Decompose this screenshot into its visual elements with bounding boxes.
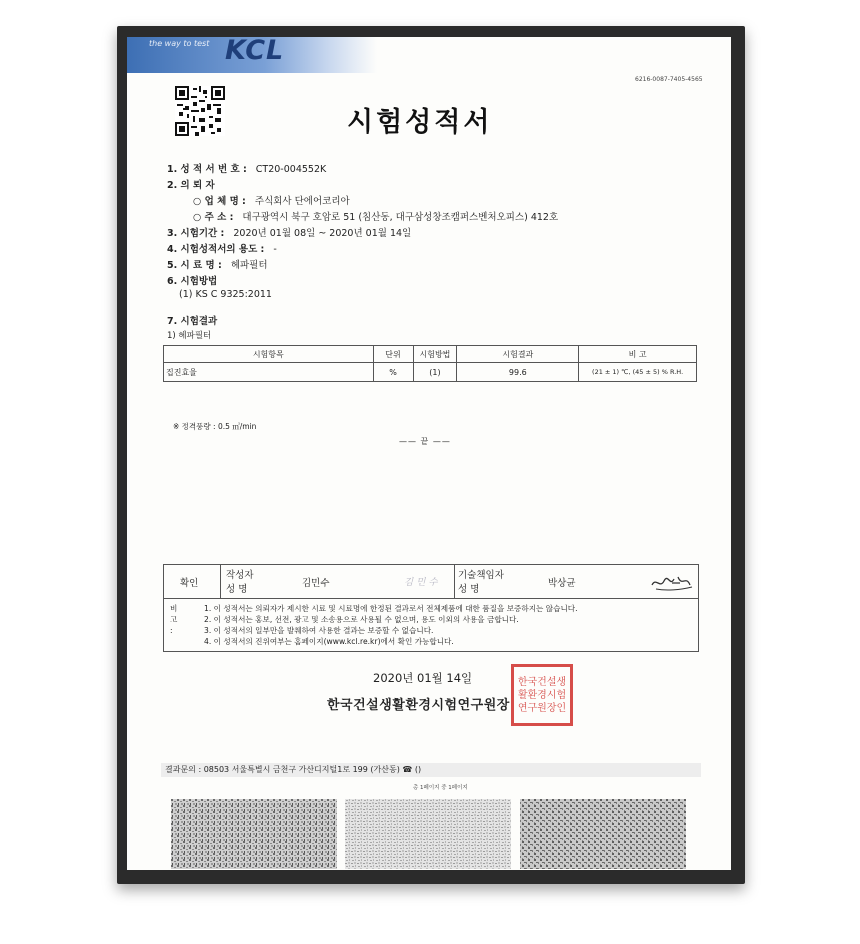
table-header: 시험방법	[413, 346, 457, 363]
table-cell: 99.6	[457, 363, 579, 382]
issue-date: 2020년 01월 14일	[373, 671, 473, 685]
document-frame	[117, 26, 745, 884]
table-row	[164, 363, 697, 382]
test-period-label: 3. 시험기간 :	[167, 228, 225, 239]
security-pattern	[345, 799, 511, 869]
tech-manager-name: 박상균	[548, 578, 576, 589]
company-label: ○ 업 체 명 :	[193, 196, 246, 207]
table-header: 비 고	[579, 346, 697, 363]
client-heading: 2. 의 뢰 자	[167, 180, 215, 191]
remarks-label: 비고 :	[170, 604, 178, 635]
table-cell: 집진효율	[164, 363, 374, 382]
tech-manager-role: 기술책임자	[458, 570, 504, 581]
signature-block	[163, 564, 699, 652]
purpose-row	[167, 241, 277, 255]
sample-label: 5. 시 료 명 :	[167, 260, 222, 271]
method-value: (1) KS C 9325:2011	[179, 289, 272, 300]
official-seal: 한국건설생활환경시험연구원장인	[511, 664, 573, 726]
kcl-header-band	[127, 37, 377, 73]
certificate-page	[127, 37, 731, 870]
address-label: ○ 주 소 :	[193, 212, 234, 223]
author-signature: 김 민 수	[404, 577, 438, 588]
remark-item: 1. 이 성적서는 의뢰자가 제시한 시료 및 시료명에 한정된 결과로서 전체제품에 대한 품질을 보증하지는 않습니다.	[204, 604, 578, 613]
document-number: 6216-0087-7405-4565	[635, 76, 703, 83]
kcl-logo: KCL	[225, 37, 285, 66]
security-pattern	[171, 799, 337, 869]
report-number-row	[167, 161, 326, 175]
issuing-organization: 한국건설생활환경시험연구원장	[327, 698, 510, 713]
table-header: 단위	[373, 346, 413, 363]
address-value: 대구광역시 북구 호암로 51 (침산동, 대구삼성창조캠퍼스벤처오피스) 412호	[242, 212, 559, 223]
author-name-label: 성 명	[226, 584, 248, 595]
author-name: 김민수	[302, 578, 330, 589]
results-table	[163, 345, 697, 382]
test-period-row	[167, 225, 411, 239]
confirm-label: 확인	[180, 578, 199, 589]
table-header: 시험항목	[164, 346, 374, 363]
address-row	[193, 209, 558, 223]
signature-row	[164, 565, 698, 599]
table-cell: (1)	[413, 363, 457, 382]
security-pattern	[520, 799, 686, 869]
purpose-label: 4. 시험성적서의 용도 :	[167, 244, 265, 255]
table-cell: (21 ± 1) ℃, (45 ± 5) % R.H.	[579, 363, 697, 382]
remark-item: 2. 이 성적서는 홍보, 선전, 광고 및 소송용으로 사용될 수 없으며, 용도 이외의 사용을 금합니다.	[204, 615, 519, 624]
remark-item: 4. 이 성적서의 진위여부는 홈페이지(www.kcl.re.kr)에서 확인 가능합니다.	[204, 637, 454, 646]
sample-row	[167, 257, 268, 271]
company-value: 주식회사 단에어코리아	[254, 196, 350, 207]
results-heading: 7. 시험결과	[167, 316, 218, 327]
company-row	[193, 193, 350, 207]
flow-rate-note: ※ 정격풍량 : 0.5 ㎥/min	[173, 422, 257, 431]
purpose-value: -	[273, 244, 277, 255]
table-cell: %	[373, 363, 413, 382]
contact-footer: 결과문의 : 08503 서울특별시 금천구 가산디지털1로 199 (가산동) ☎ ()	[161, 763, 701, 777]
method-heading: 6. 시험방법	[167, 276, 218, 287]
end-mark: —— 끝 ——	[399, 437, 451, 446]
page-title: 시험성적서	[347, 107, 493, 138]
report-number-value: CT20-004552K	[255, 164, 327, 175]
table-header-row	[164, 346, 697, 363]
report-number-label: 1. 성 적 서 번 호 :	[167, 164, 247, 175]
table-header: 시험결과	[457, 346, 579, 363]
remark-item: 3. 이 성적서의 일부만을 발췌하여 사용한 결과는 보증할 수 없습니다.	[204, 626, 434, 635]
qr-code-icon	[175, 86, 225, 136]
sample-value: 헤파필터	[230, 260, 268, 271]
test-period-value: 2020년 01월 08일 ~ 2020년 01월 14일	[233, 228, 412, 239]
results-subheading: 1) 헤파필터	[167, 331, 212, 341]
tech-manager-name-label: 성 명	[458, 584, 480, 595]
handwritten-signature-icon	[650, 573, 694, 593]
kcl-slogan: the way to test	[149, 39, 210, 48]
author-role: 작성자	[226, 570, 254, 581]
page-number: 총 1페이지 중 1페이지	[413, 785, 468, 791]
